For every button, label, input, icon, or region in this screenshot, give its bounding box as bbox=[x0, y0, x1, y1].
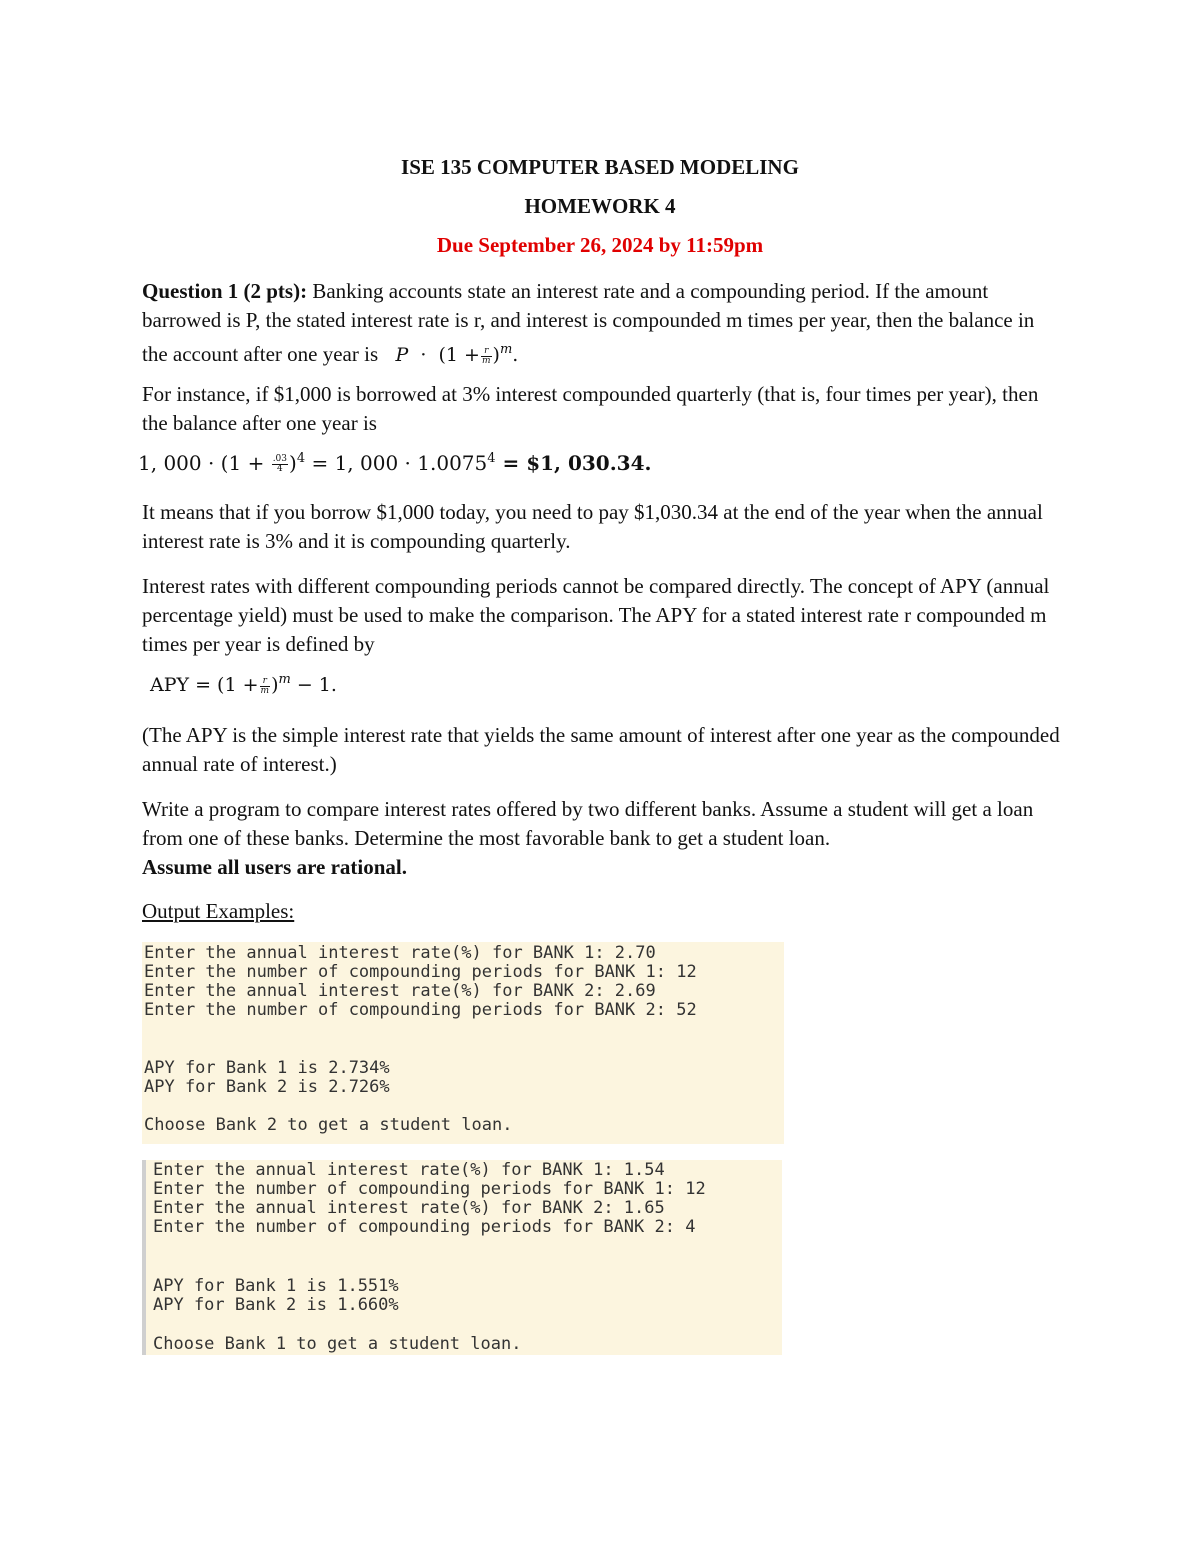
console-line: Choose Bank 2 to get a student loan. bbox=[144, 1115, 513, 1135]
course-title: ISE 135 COMPUTER BASED MODELING bbox=[401, 155, 799, 179]
balance-formula: P · (1 + $\frac{r}{m}$ )$^m$. bbox=[395, 342, 519, 366]
console-output-example-1 bbox=[142, 942, 784, 1144]
console-line: APY for Bank 2 is 1.660% bbox=[153, 1295, 399, 1315]
example-formula: 1, 000 · (1 + $\frac{.03}{4}$ )$^4$ = 1, $000 \cdot 1.0075^4$ = $1, 030.34. bbox=[138, 451, 652, 475]
due-date: Due September 26, 2024 by 11:59pm bbox=[436, 233, 764, 257]
question-1-intro-text: Banking accounts state an interest rate and a compounding period. If the amount barrowed is P, the stated interest rate is r, and interest is compounded m times per year, then the balance in the account after one year is bbox=[142, 279, 1035, 366]
console-line: Choose Bank 1 to get a student loan. bbox=[153, 1334, 522, 1354]
console-line: Enter the number of compounding periods for BANK 1: 12 bbox=[144, 962, 697, 982]
assumption-text: Assume all users are rational. bbox=[142, 855, 408, 879]
console-line: Enter the annual interest rate(%) for BANK 1: 2.70 bbox=[144, 943, 656, 963]
console-line: APY for Bank 1 is 1.551% bbox=[153, 1276, 399, 1296]
apy-formula: APY = (1 + $\frac{r}{m}$ )$^m$ − 1. bbox=[150, 672, 337, 696]
homework-title: HOMEWORK 4 bbox=[524, 194, 676, 218]
console-line: APY for Bank 1 is 2.734% bbox=[144, 1058, 390, 1078]
task-text: Write a program to compare interest rates offered by two different banks. Assume a student will get a loan from one of these banks. Determine the most favorable bank to get a student loan. bbox=[142, 797, 1034, 850]
console-line: Enter the number of compounding periods for BANK 2: 52 bbox=[144, 1000, 697, 1020]
console-line: Enter the number of compounding periods for BANK 2: 4 bbox=[153, 1217, 696, 1237]
console-output-example-2 bbox=[142, 1160, 782, 1355]
output-examples-label: Output Examples: bbox=[142, 899, 295, 923]
console-line: Enter the number of compounding periods for BANK 1: 12 bbox=[153, 1179, 706, 1199]
meaning-paragraph: It means that if you borrow $1,000 today, you need to pay $1,030.34 at the end of the year when the annual interest rate is 3% and it is compounding quarterly. bbox=[142, 500, 1043, 553]
apy-intro: Interest rates with different compounding periods cannot be compared directly. The concept of APY (annual percentage yield) must be used to make the comparison. The APY for a stated interest rate r compounded m times per year is defined by bbox=[142, 574, 1050, 656]
apy-note: (The APY is the simple interest rate that yields the same amount of interest after one year as the compounded annual rate of interest.) bbox=[142, 723, 1060, 776]
console-line: Enter the annual interest rate(%) for BANK 1: 1.54 bbox=[153, 1160, 665, 1180]
example-intro: For instance, if $1,000 is borrowed at 3% interest compounded quarterly (that is, four times per year), then the balance after one year is bbox=[142, 382, 1039, 435]
question-1-intro bbox=[142, 277, 1062, 370]
console-line: Enter the annual interest rate(%) for BANK 2: 1.65 bbox=[153, 1198, 665, 1218]
question-1-label: Question 1 (2 pts): bbox=[142, 279, 308, 303]
console-line: APY for Bank 2 is 2.726% bbox=[144, 1077, 390, 1097]
console-line: Enter the annual interest rate(%) for BANK 2: 2.69 bbox=[144, 981, 656, 1001]
task-paragraph bbox=[142, 795, 1062, 882]
